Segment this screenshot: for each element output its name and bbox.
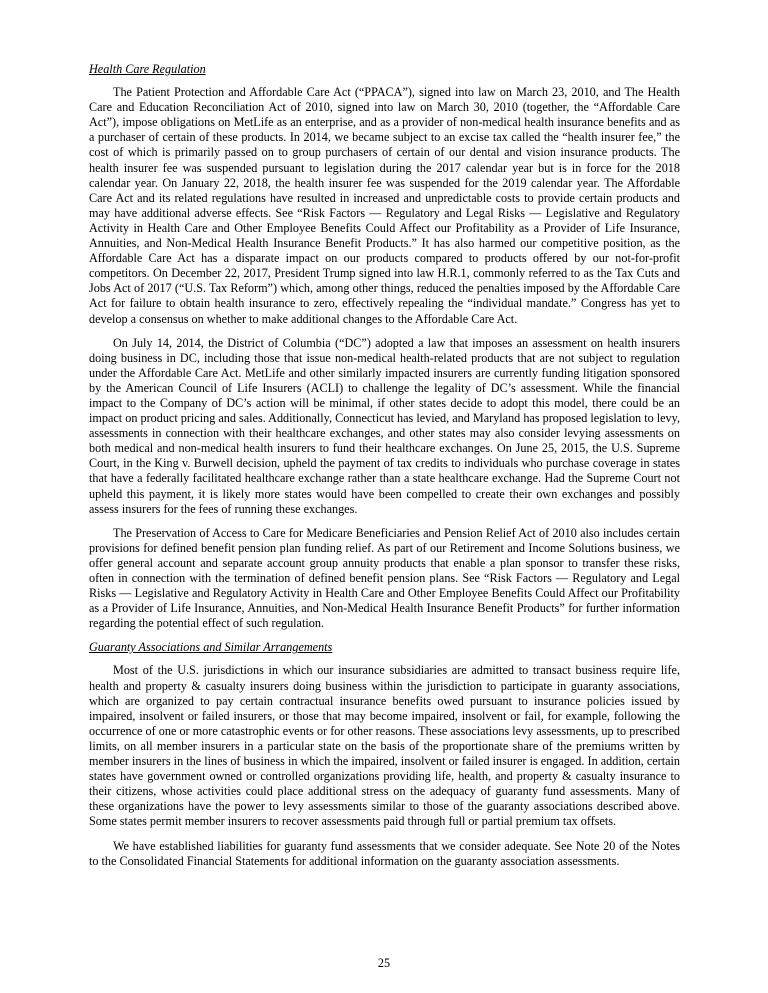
section-heading-guaranty-associations: Guaranty Associations and Similar Arrangements [89, 640, 333, 655]
document-body [89, 59, 680, 878]
paragraph: We have established liabilities for guaranty fund assessments that we consider adequate. See Note 20 of the Notes to the Consolidated Financial Statements for additional information on the guaranty association assessments. [89, 838, 680, 868]
paragraph: Most of the U.S. jurisdictions in which our insurance subsidiaries are admitted to transact business require life, health and property & casualty insurers doing business within the jurisdiction to participate in guaranty associations, which are organized to pay certain contractual insurance benefits owed pursuant to insurance policies issued by impaired, insolvent or failed insurers, or those that may become impaired, insolvent or fail, for example, following the occurrence of one or more catastrophic events or for other reasons. These associations levy assessments, up to prescribed limits, on all member insurers in a particular state on the basis of the proportionate share of the premiums written by member insurers in the lines of business in which the impaired, insolvent or failed insurer is engaged. In addition, certain states have government owned or controlled organizations providing life, health, and property & casualty insurance to their citizens, whose activities could place additional stress on the adequacy of guaranty fund assessments. Many of these organizations have the power to levy assessments similar to those of the guaranty associations described above. Some states permit member insurers to recover assessments paid through full or partial premium tax offsets. [89, 663, 680, 829]
paragraph: On July 14, 2014, the District of Columbia (“DC”) adopted a law that imposes an assessment on health insurers doing business in DC, including those that issue non-medical health-related products that are not subject to regulation under the Affordable Care Act. MetLife and other similarly impacted insurers are currently funding litigation sponsored by the American Council of Life Insurers (ACLI) to challenge the legality of DC’s assessment. While the financial impact to the Company of DC’s action will be minimal, if other states decide to adopt this model, there could be an impact on product pricing and sales. Additionally, Connecticut has levied, and Maryland has proposed legislation to levy, assessments in connection with their healthcare exchanges, and other states may also consider levying assessments on both medical and non-medical health insurers to fund their healthcare exchanges. On June 25, 2015, the U.S. Supreme Court, in the King v. Burwell decision, upheld the payment of tax credits to individuals who purchase coverage in states that have a federally facilitated healthcare exchange rather than a state healthcare exchange. Had the Supreme Court not upheld this payment, it is likely more states would have been compelled to create their own exchanges and possibly assess insurers for the fees of running these exchanges. [89, 335, 680, 516]
page-number: 25 [377, 956, 391, 970]
paragraph: The Preservation of Access to Care for Medicare Beneficiaries and Pension Relief Act of 2010 also includes certain provisions for defined benefit pension plan funding relief. As part of our Retirement and Income Solutions business, we offer general account and separate account group annuity products that enable a plan sponsor to transfer these risks, often in connection with the termination of defined benefit pension plans. See “Risk Factors — Regulatory and Legal Risks — Legislative and Regulatory Activity in Health Care and Other Employee Benefits Could Affect our Profitability as a Provider of Life Insurance, Annuities, and Non-Medical Health Insurance Benefit Products” for further information regarding the potential effect of such regulation. [89, 525, 680, 631]
paragraph: The Patient Protection and Affordable Care Act (“PPACA”), signed into law on March 23, 2010, and The Health Care and Education Reconciliation Act of 2010, signed into law on March 30, 2010 (together, the “Affordable Care Act”), impose obligations on MetLife as an enterprise, and as a provider of non-medical health insurance benefits and as a purchaser of certain of these products. In 2014, we became subject to an excise tax called the “health insurer fee,” the cost of which is primarily passed on to group purchasers of certain of our dental and vision insurance products. The health insurer fee was suspended pursuant to legislation during the 2017 calendar year but is in force for the 2018 calendar year. On January 22, 2018, the health insurer fee was suspended for the 2019 calendar year. The Affordable Care Act and its related regulations have resulted in increased and unpredictable costs to provide certain products and may have additional adverse effects. See “Risk Factors — Regulatory and Legal Risks — Legislative and Regulatory Activity in Health Care and Other Employee Benefits Could Affect our Profitability as a Provider of Life Insurance, Annuities, and Non-Medical Health Insurance Benefit Products.” It has also harmed our competitive position, as the Affordable Care Act has a disparate impact on our products compared to products offered by our not-for-profit competitors. On December 22, 2017, President Trump signed into law H.R.1, commonly referred to as the Tax Cuts and Jobs Act of 2017 (“U.S. Tax Reform”) which, among other things, reduced the penalties imposed by the Affordable Care Act for failure to obtain health insurance to zero, effectively repealing the “individual mandate.” Congress has yet to develop a consensus on whether to make additional changes to the Affordable Care Act. [89, 85, 680, 326]
section-heading-health-care-regulation: Health Care Regulation [89, 62, 206, 76]
